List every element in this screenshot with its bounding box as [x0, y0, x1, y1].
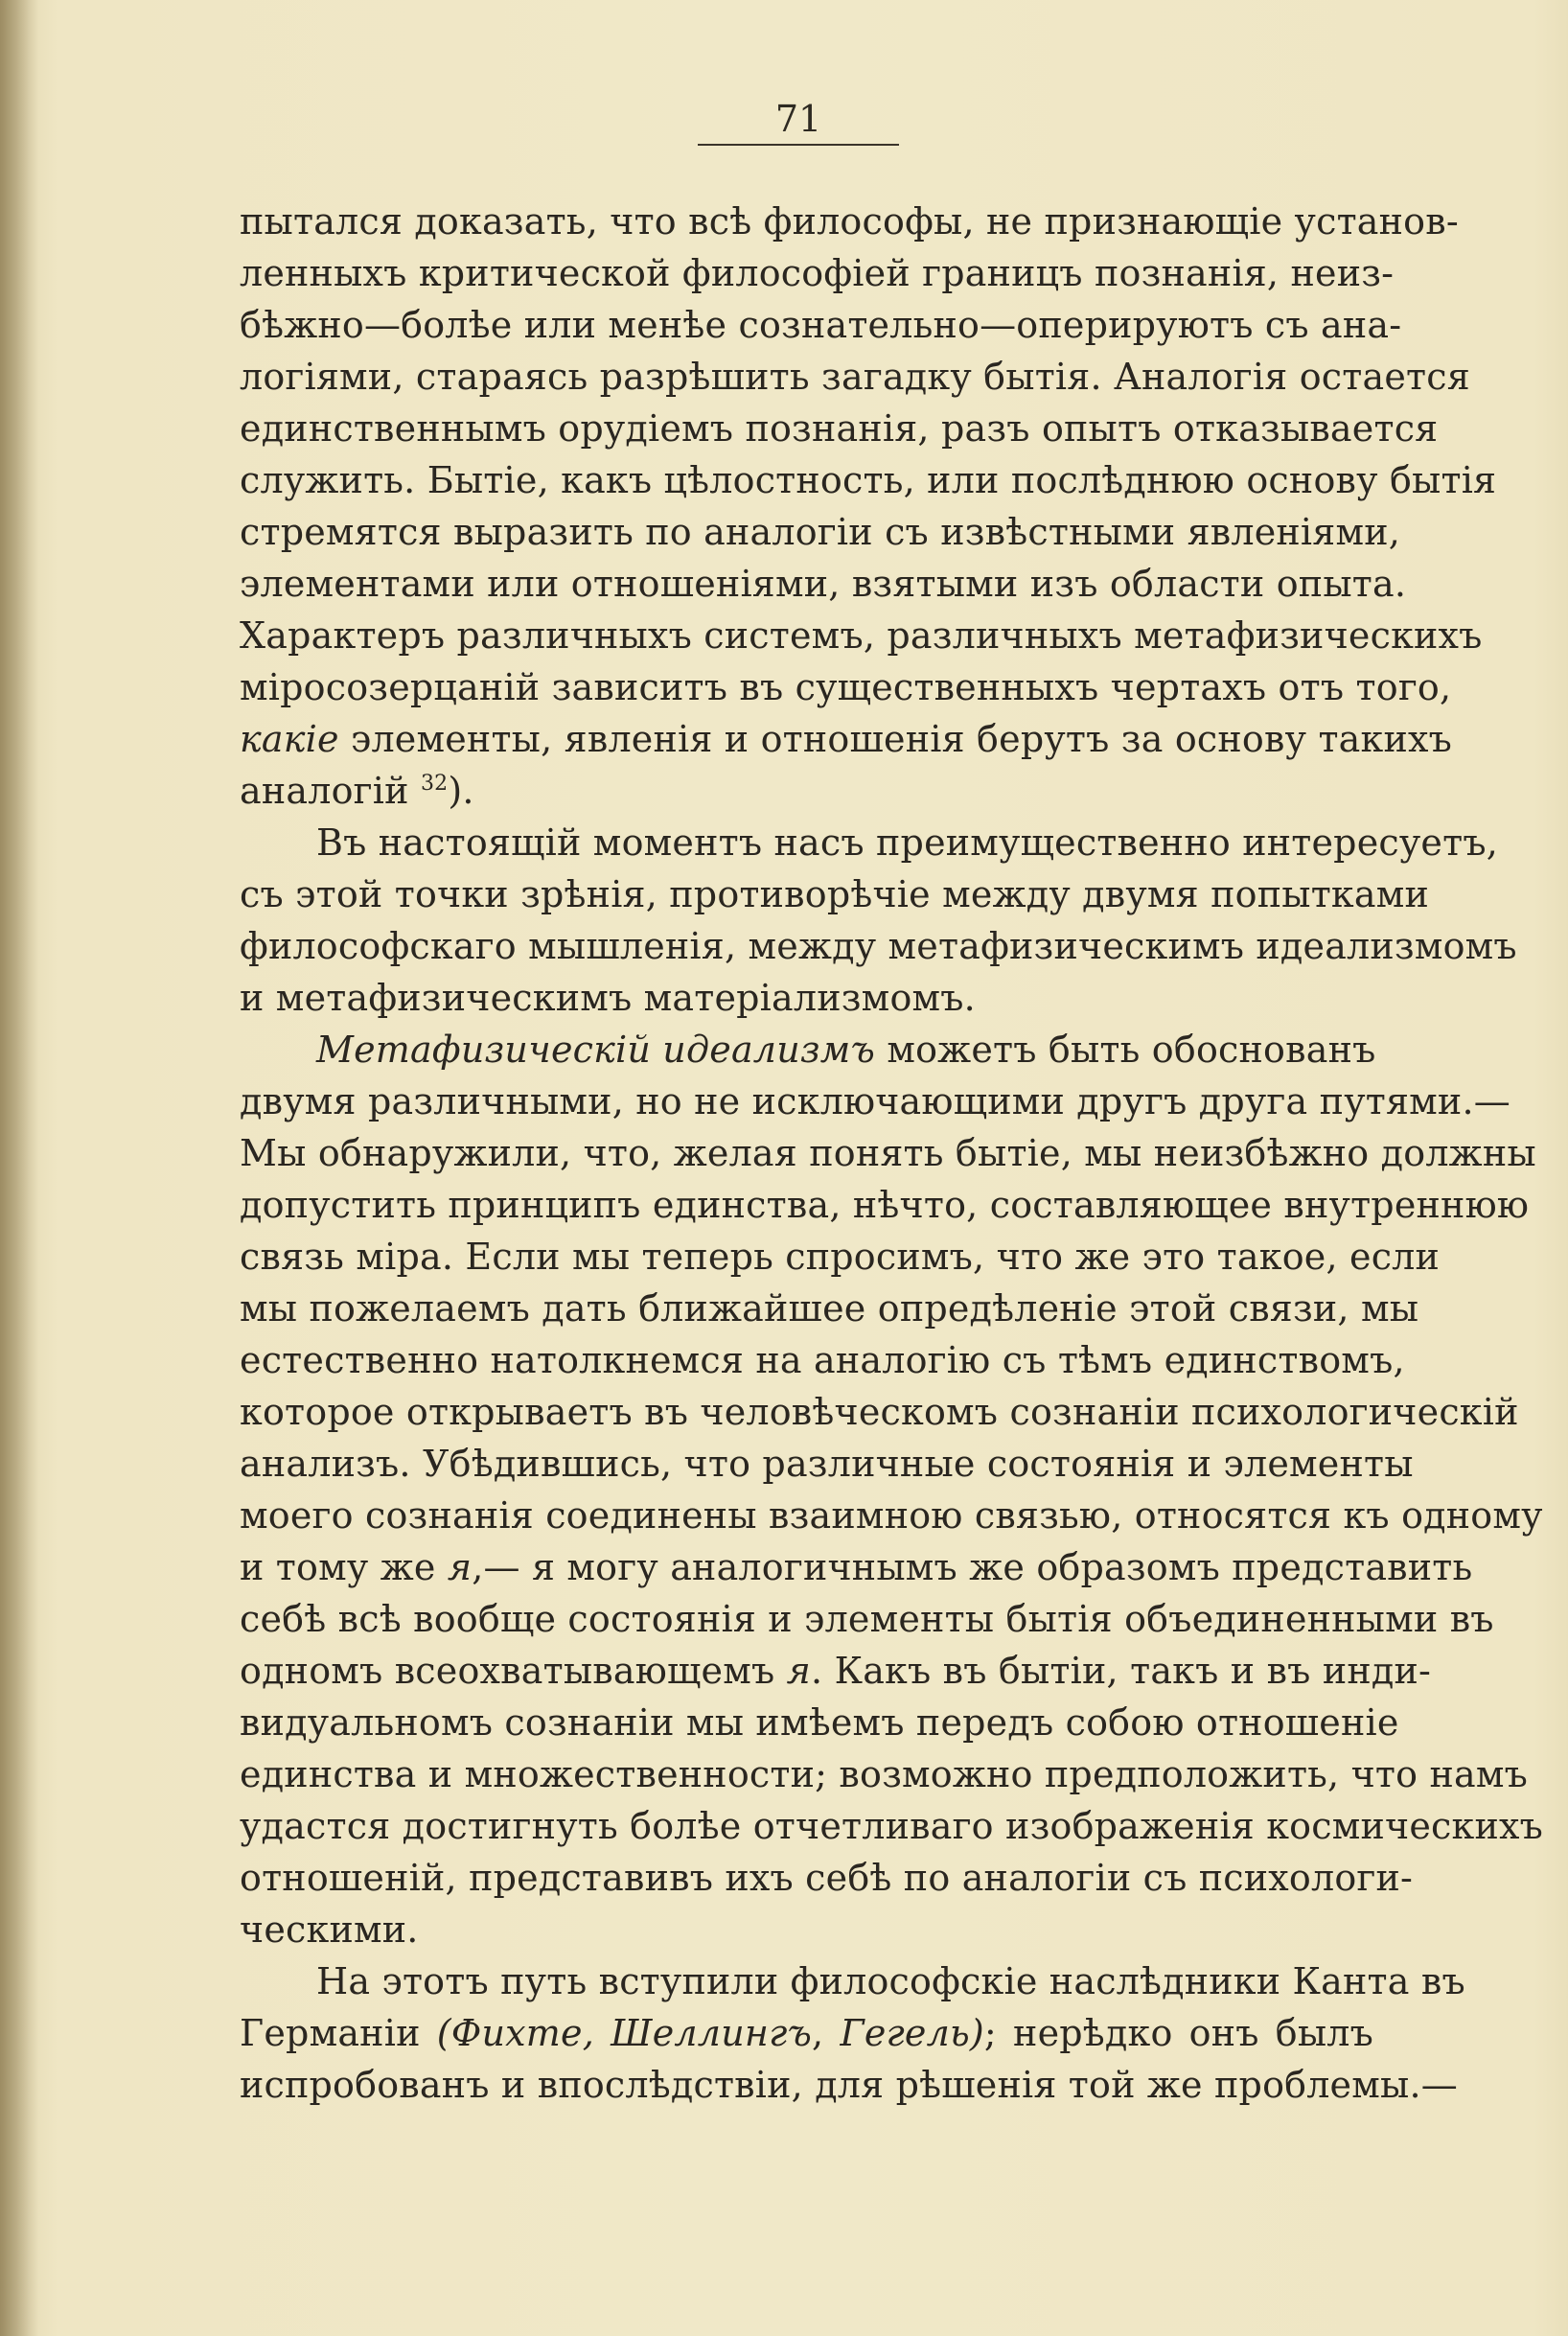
italic-term: я: [786, 1650, 812, 1692]
text-line: Мы обнаружили, что, желая понять бытіе, мы неизбѣжно должны: [240, 1132, 1536, 1174]
text-line: анализъ. Убѣдившись, что различные состоянія и элементы: [240, 1443, 1414, 1485]
text-line: удастся достигнуть болѣе отчетливаго изображенія космическихъ: [240, 1805, 1543, 1847]
text-line: естественно натолкнемся на аналогію съ тѣмъ единствомъ,: [240, 1339, 1405, 1381]
text-line: двумя различными, но не исключающими другъ друга путями.—: [240, 1080, 1510, 1122]
footnote-marker: 32: [420, 772, 449, 796]
text-fragment: одномъ всеохватывающемъ: [240, 1650, 787, 1692]
text-line: которое открываетъ въ человѣческомъ сознаніи психологическій: [240, 1391, 1519, 1433]
text-line: бѣжно—болѣе или менѣе сознательно—оперируютъ съ ана-: [240, 304, 1402, 346]
text-line: пытался доказать, что всѣ философы, не признающіе установ-: [240, 200, 1459, 243]
text-line: ленныхъ критической философіей границъ познанія, неиз-: [240, 252, 1395, 294]
text-line: видуальномъ сознаніи мы имѣемъ передъ собою отношеніе: [240, 1701, 1399, 1744]
text-fragment: Германіи: [240, 2012, 437, 2054]
text-line: На этотъ путь вступили философскіе наслѣдники Канта въ: [316, 1960, 1465, 2002]
text-line: Характеръ различныхъ системъ, различныхъ метафизическихъ: [240, 614, 1483, 657]
text-line: мы пожелаемъ дать ближайшее опредѣленіе этой связи, мы: [240, 1287, 1419, 1330]
text-fragment: ,: [812, 2012, 841, 2054]
text-fragment: ,— я могу аналогичнымъ же образомъ представить: [472, 1546, 1473, 1588]
text-line: [240, 1645, 1432, 1697]
page-number: 71: [774, 98, 822, 140]
text-fragment: и тому же: [240, 1546, 448, 1588]
text-line: ческими.: [240, 1908, 419, 1951]
text-line: элементами или отношеніями, взятыми изъ области опыта.: [240, 563, 1407, 605]
text-line: служить. Бытіе, какъ цѣлостность, или послѣднюю основу бытія: [240, 459, 1497, 501]
text-fragment: . Какъ въ бытіи, такъ и въ инди-: [811, 1650, 1432, 1692]
text-line: испробованъ и впослѣдствіи, для рѣшенія той же проблемы.—: [240, 2064, 1458, 2106]
italic-name: (Фихте,: [436, 2012, 595, 2054]
text-line: [240, 1024, 1376, 1075]
page-edge-shadow: [0, 0, 38, 2336]
text-fragment: можетъ быть обоснованъ: [875, 1029, 1376, 1071]
text-line: отношеній, представивъ ихъ себѣ по аналогіи съ психологи-: [240, 1857, 1414, 1899]
italic-term: какіе: [240, 718, 339, 760]
body-text: [240, 196, 1543, 2111]
italic-name: Шеллингъ: [611, 2012, 813, 2054]
text-line: [240, 713, 1453, 765]
text-line: стремятся выразить по аналогіи съ извѣстными явленіями,: [240, 511, 1401, 553]
text-fragment: аналогій: [240, 770, 421, 812]
page-number-rule: [698, 144, 899, 146]
italic-name: Гегель): [840, 2012, 984, 2054]
italic-term: я: [447, 1546, 473, 1588]
text-fragment: элементы, явленія и отношенія берутъ за основу такихъ: [338, 718, 1453, 760]
text-line: съ этой точки зрѣнія, противорѣчіе между двумя попытками: [240, 873, 1430, 915]
text-line: философскаго мышленія, между метафизическимъ идеализмомъ: [240, 925, 1517, 967]
text-line: логіями, стараясь разрѣшить загадку бытія. Аналогія остается: [240, 356, 1470, 398]
text-line: [240, 2007, 1373, 2059]
text-line: связь міра. Если мы теперь спросимъ, что же это такое, если: [240, 1236, 1441, 1278]
text-line: единственнымъ орудіемъ познанія, разъ опытъ отказывается: [240, 407, 1439, 450]
text-line: моего сознанія соединены взаимною связью, относятся къ одному: [240, 1494, 1543, 1537]
text-line: Въ настоящій моментъ насъ преимущественно интересуетъ,: [316, 821, 1498, 864]
text-line: себѣ всѣ вообще состоянія и элементы бытія объединенными въ: [240, 1598, 1494, 1640]
text-line: единства и множественности; возможно предположить, что намъ: [240, 1753, 1529, 1795]
text-line: и метафизическимъ матеріализмомъ.: [240, 977, 976, 1019]
text-fragment: ).: [448, 770, 474, 812]
text-line: міросозерцаній зависитъ въ существенныхъ чертахъ отъ того,: [240, 666, 1452, 708]
text-line: [240, 1541, 1473, 1593]
text-line: допустить принципъ единства, нѣчто, составляющее внутреннюю: [240, 1184, 1530, 1226]
text-fragment: ; нерѣдко онъ былъ: [983, 2012, 1374, 2054]
text-line: [240, 765, 1373, 817]
italic-term: Метафизическій идеализмъ: [316, 1029, 876, 1071]
